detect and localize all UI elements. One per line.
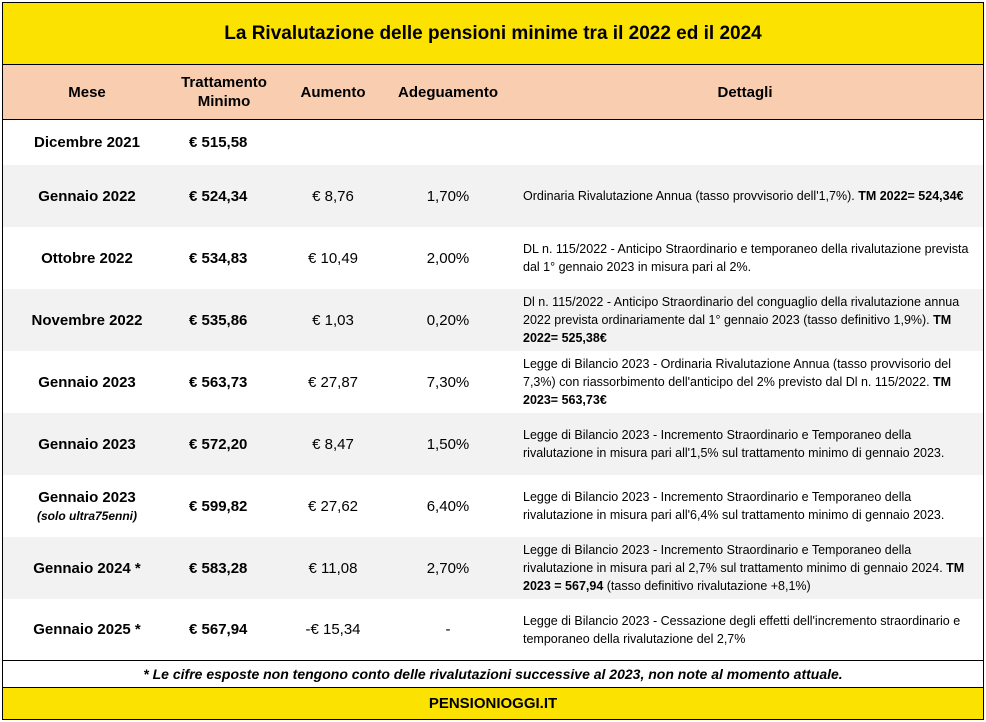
dettagli-text: Ordinaria Rivalutazione Annua (tasso provvisorio dell'1,7%). — [523, 189, 859, 203]
mese-label: Gennaio 2023 — [38, 489, 136, 506]
header-mese: Mese — [68, 83, 106, 101]
dettagli-bold: TM 2022= 525,38€ — [523, 313, 952, 345]
cell-trattamento: € 599,82 — [189, 497, 248, 515]
table-row — [3, 599, 983, 660]
cell-adeguamento: 6,40% — [426, 497, 470, 515]
cell-trattamento: € 535,86 — [189, 311, 248, 329]
dettagli-bold: TM 2022= 524,34€ — [858, 189, 964, 203]
cell-dettagli — [507, 289, 983, 351]
mese-sublabel: (solo ultra75enni) — [36, 509, 137, 523]
cell-aumento: € 11,08 — [308, 559, 358, 577]
dettagli-text: Legge di Bilancio 2023 - Cessazione degli effetti dell'incremento straordinario e temporaneo della rivalutazione del 2,7% — [523, 613, 961, 646]
dettagli-text: Legge di Bilancio 2023 - Incremento Straordinario e Temporaneo della rivalutazione in misura pari al 2,7% sul trattamento minimo di gennaio 2024. — [523, 543, 947, 575]
table-row — [3, 119, 983, 165]
dettagli-text: Legge di Bilancio 2023 - Incremento Straordinario e Temporaneo della rivalutazione in misura pari all'6,4% sul trattamento minimo di gennaio 2023. — [523, 490, 945, 522]
cell-aumento: € 8,47 — [312, 435, 354, 453]
cell-trattamento: € 534,83 — [189, 249, 248, 267]
header-trattamento-line1: Trattamento — [181, 74, 267, 91]
cell-aumento: € 10,49 — [307, 249, 359, 267]
dettagli-after: (tasso definitivo rivalutazione +8,1%) — [603, 579, 811, 593]
table-row — [3, 227, 983, 289]
mese-label: Novembre 2022 — [31, 311, 143, 329]
cell-aumento: € 27,87 — [307, 373, 359, 391]
cell-mese — [3, 227, 171, 289]
cell-aumento: € 8,76 — [312, 187, 354, 205]
pension-table — [2, 2, 984, 720]
dettagli-text: Dl n. 115/2022 - Anticipo Straordinario del conguaglio della rivalutazione annua 2022 prevista ordinariamente dal 1° gennaio 2023 (tasso definitivo 1,9%). — [523, 295, 960, 327]
cell-trattamento: € 583,28 — [189, 559, 248, 577]
cell-adeguamento: 2,00% — [426, 249, 470, 267]
cell-dettagli — [507, 599, 983, 660]
cell-aumento — [277, 119, 389, 165]
cell-mese — [3, 475, 171, 537]
table-row — [3, 351, 983, 413]
cell-dettagli — [507, 475, 983, 537]
cell-mese — [3, 289, 171, 351]
cell-aumento: € 1,03 — [312, 311, 354, 329]
table-row — [3, 289, 983, 351]
cell-trattamento: € 524,34 — [189, 187, 248, 205]
cell-adeguamento: 0,20% — [426, 311, 470, 329]
cell-trattamento: € 567,94 — [189, 621, 248, 638]
cell-adeguamento — [389, 119, 507, 165]
cell-mese — [3, 537, 171, 599]
dettagli-bold: TM 2023 = 567,94 — [523, 561, 965, 593]
header-adeguamento: Adeguamento — [397, 83, 498, 101]
header-dettagli: Dettagli — [717, 83, 773, 101]
cell-adeguamento: 1,50% — [426, 435, 470, 453]
cell-trattamento: € 515,58 — [189, 133, 248, 151]
cell-trattamento: € 572,20 — [189, 435, 248, 453]
cell-adeguamento: 2,70% — [426, 559, 470, 577]
dettagli-bold: TM 2023= 563,73€ — [523, 375, 952, 407]
mese-label: Ottobre 2022 — [41, 249, 133, 267]
mese-label: Gennaio 2022 — [38, 187, 136, 205]
table-row — [3, 413, 983, 475]
cell-mese — [3, 165, 171, 227]
cell-dettagli — [507, 413, 983, 475]
mese-label: Gennaio 2025 * — [33, 621, 141, 638]
cell-aumento: € 27,62 — [307, 497, 359, 515]
cell-trattamento: € 563,73 — [189, 373, 248, 391]
table-row — [3, 165, 983, 227]
table-row — [3, 475, 983, 537]
dettagli-text: DL n. 115/2022 - Anticipo Straordinario e temporaneo della rivalutazione prevista dal 1° gennaio 2023 in misura pari al 2%. — [523, 242, 969, 274]
mese-label: Gennaio 2023 — [38, 435, 136, 453]
cell-dettagli — [507, 165, 983, 227]
cell-adeguamento: - — [445, 621, 451, 638]
header-trattamento — [171, 65, 277, 119]
cell-adeguamento: 1,70% — [426, 187, 470, 205]
footer-brand: PENSIONIOGGI.IT — [3, 688, 983, 719]
cell-mese — [3, 119, 171, 165]
cell-adeguamento: 7,30% — [426, 373, 470, 391]
mese-label: Gennaio 2023 — [38, 373, 136, 391]
header-aumento: Aumento — [300, 83, 366, 101]
table-title: La Rivalutazione delle pensioni minime tra il 2022 ed il 2024 — [3, 3, 983, 65]
cell-aumento: -€ 15,34 — [305, 621, 361, 638]
cell-dettagli — [507, 351, 983, 413]
cell-mese — [3, 599, 171, 660]
dettagli-text: Legge di Bilancio 2023 - Ordinaria Rivalutazione Annua (tasso provvisorio del 7,3%) con riassorbimento dell'anticipo del 2% previsto dal Dl n. 115/2022. — [523, 357, 952, 389]
mese-label: Gennaio 2024 * — [33, 559, 141, 577]
mese-label: Dicembre 2021 — [34, 133, 140, 151]
dettagli-text: Legge di Bilancio 2023 - Incremento Straordinario e Temporaneo della rivalutazione in misura pari all'1,5% sul trattamento minimo di gennaio 2023. — [523, 428, 945, 460]
cell-dettagli — [507, 227, 983, 289]
header-trattamento-line2: Minimo — [197, 93, 251, 110]
cell-mese — [3, 351, 171, 413]
cell-mese — [3, 413, 171, 475]
footnote: * Le cifre esposte non tengono conto delle rivalutazioni successive al 2023, non note al momento attuale. — [3, 660, 983, 688]
cell-dettagli — [507, 119, 983, 165]
table-header — [3, 65, 983, 120]
cell-dettagli — [507, 537, 983, 599]
table-row — [3, 537, 983, 599]
